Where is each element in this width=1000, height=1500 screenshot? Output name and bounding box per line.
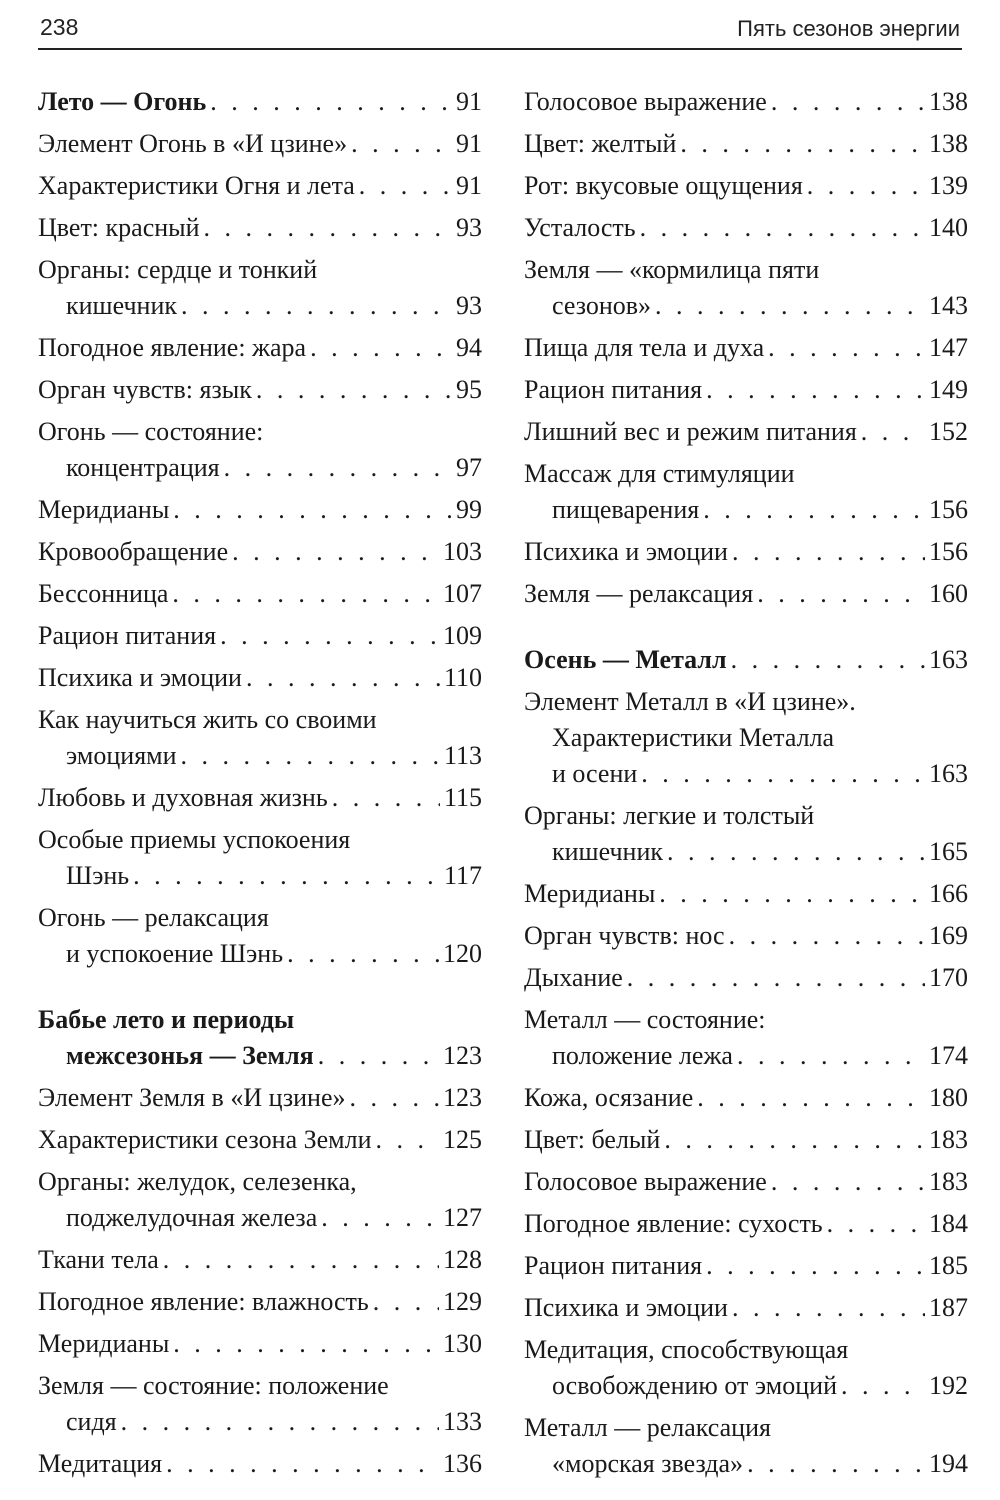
toc-page-number: 143 [929,291,968,320]
toc-entry-text: и успокоение Шэнь [66,939,284,968]
toc-entry-text: Рацион питания [524,375,703,404]
toc-entry [38,492,482,528]
toc-entry-text: кишечник [552,837,663,866]
toc-page-number: 123 [443,1041,482,1070]
toc-entry [524,168,968,204]
toc-page-number: 183 [929,1125,968,1154]
toc-page-number: 185 [929,1251,968,1280]
toc-entry-text: Элемент Земля в «И цзине» [38,1083,346,1112]
toc-entry [524,684,968,792]
toc-entry [524,1332,968,1404]
toc-entry-text: Цвет: красный [38,213,200,242]
toc-page-number: 123 [443,1083,482,1112]
toc-page-number: 93 [456,213,482,242]
toc-entry [524,126,968,162]
toc-page-number: 97 [456,453,482,482]
toc-entry [38,1326,482,1362]
toc-entry [524,960,968,996]
toc-page-number: 103 [443,537,482,566]
toc-entry-text: Шэнь [66,861,130,890]
toc-entry [38,660,482,696]
toc-entry-text: Как научиться жить со своими [38,705,377,734]
toc-column-right [524,84,968,1488]
dot-leader [703,492,925,528]
toc-entry-text: Характеристики Огня и лета [38,171,355,200]
dot-leader [376,1122,439,1158]
toc-entry-text: Огонь — состояние: [38,417,264,446]
toc-entry [38,534,482,570]
toc-entry [524,1002,968,1074]
dot-leader [841,1368,925,1404]
toc-entry [524,576,968,612]
dot-leader [729,918,925,954]
dot-leader [655,288,925,324]
toc-entry [38,1284,482,1320]
toc-entry [524,1248,968,1284]
toc-entry-text: положение лежа [552,1041,733,1070]
toc-entry-text: Цвет: белый [524,1125,661,1154]
toc-entry [524,918,968,954]
toc-entry-text: Органы: сердце и тонкий [38,255,318,284]
toc-entry-text: «морская звезда» [552,1449,744,1478]
toc-entry [524,456,968,528]
dot-leader [771,1164,925,1200]
toc-entry-text: и осени [552,759,638,788]
toc-entry [38,1080,482,1116]
dot-leader [332,780,440,816]
toc-entry-text: Кожа, осязание [524,1083,694,1112]
dot-leader [706,372,925,408]
toc-entry-text: Психика и эмоции [524,537,728,566]
toc-entry-text: Характеристики сезона Земли [38,1125,372,1154]
toc-page-number: 133 [443,1407,482,1436]
dot-leader [359,168,452,204]
toc-entry-text: Усталость [524,213,636,242]
toc-entry-text: Бессонница [38,579,169,608]
toc-page-number: 127 [443,1203,482,1232]
toc-entry [524,1164,968,1200]
toc-page-number: 128 [443,1245,482,1274]
dot-leader [732,1290,925,1326]
toc-entry-text: Меридианы [524,879,656,908]
toc-entry [38,618,482,654]
toc-page-number: 184 [929,1209,968,1238]
toc-entry-text: Психика и эмоции [524,1293,728,1322]
dot-leader [224,450,452,486]
dot-leader [664,1122,925,1158]
dot-leader [807,168,925,204]
dot-leader [697,1080,925,1116]
toc-entry-text: Ткани тела [38,1245,159,1274]
toc-entry-text: Дыхание [524,963,623,992]
toc-page-number: 163 [929,645,968,674]
toc-section-heading [38,84,482,120]
toc-entry-text: Голосовое выражение [524,1167,767,1196]
toc-entry-text: Осень — Металл [524,645,727,674]
toc-entry-text: Лишний вес и режим питания [524,417,857,446]
toc-entry [524,1080,968,1116]
toc-entry [38,780,482,816]
toc-page-number: 136 [443,1449,482,1478]
toc-entry-text: Элемент Огонь в «И цзине» [38,129,348,158]
dot-leader [310,330,452,366]
toc-page-number: 183 [929,1167,968,1196]
dot-leader [181,288,452,324]
toc-page-number: 138 [929,87,968,116]
toc-entry [524,534,968,570]
toc-page-number: 152 [929,417,968,446]
dot-leader [172,576,439,612]
toc-page-number: 187 [929,1293,968,1322]
toc-entry-text: освобождению от эмоций [552,1371,837,1400]
toc-entry [38,414,482,486]
toc-entry-text: Характеристики Металла [552,723,835,752]
toc-entry-text: сезонов» [552,291,652,320]
toc-entry [524,330,968,366]
dot-leader [757,576,925,612]
toc-page-number: 130 [443,1329,482,1358]
toc-entry-text: пищеварения [552,495,700,524]
toc-page-number: 113 [443,741,482,770]
toc-entry [524,1122,968,1158]
toc-page-number: 165 [929,837,968,866]
toc-entry-text: Металл — состояние: [524,1005,766,1034]
dot-leader [771,84,925,120]
toc-entry [38,702,482,774]
toc-entry [38,1446,482,1482]
toc-entry-text: Цвет: желтый [524,129,677,158]
toc-entry-text: Органы: легкие и толстый [524,801,815,830]
toc-entry-text: эмоциями [66,741,177,770]
toc-entry [38,210,482,246]
toc-entry [524,1410,968,1482]
toc-page-number: 169 [929,921,968,950]
toc-entry [38,900,482,972]
toc-entry-text: Орган чувств: язык [38,375,252,404]
toc-entry-text: Особые приемы успокоения [38,825,351,854]
dot-leader [181,738,440,774]
dot-leader [287,936,439,972]
toc-page-number: 170 [929,963,968,992]
running-header [38,6,962,50]
toc-entry-text: Медитация [38,1449,163,1478]
dot-leader [680,126,925,162]
dot-leader [768,330,925,366]
toc-entry-text: Кровообращение [38,537,229,566]
toc-page-number: 110 [443,663,482,692]
toc-page-number: 174 [929,1041,968,1070]
toc-page-number: 163 [929,759,968,788]
toc-page-number: 156 [929,537,968,566]
toc-entry-text: Рацион питания [38,621,217,650]
toc-entry-text: Элемент Металл в «И цзине». [524,687,856,716]
toc-entry [38,1368,482,1440]
dot-leader [861,414,925,450]
toc-entry-text: Медитация, способствующая [524,1335,849,1364]
toc-entry-text: Психика и эмоции [38,663,242,692]
dot-leader [133,858,440,894]
toc-entry-text: Погодное явление: сухость [524,1209,823,1238]
dot-leader [232,534,439,570]
toc-page-number: 160 [929,579,968,608]
dot-leader [256,372,452,408]
toc-entry [38,330,482,366]
dot-leader [747,1446,925,1482]
dot-leader [173,492,452,528]
toc-page-number: 91 [456,87,482,116]
toc-entry [38,1122,482,1158]
toc-entry [38,168,482,204]
toc-entry-text: межсезонья — Земля [66,1041,314,1070]
toc-entry-text: Земля — релаксация [524,579,754,608]
toc-entry [524,252,968,324]
toc-entry-text: Орган чувств: нос [524,921,725,950]
toc-entry-text: концентрация [66,453,220,482]
toc-entry [524,210,968,246]
dot-leader [220,618,439,654]
toc-entry-text: Голосовое выражение [524,87,767,116]
toc-page-number: 166 [929,879,968,908]
toc-entry-text: сидя [66,1407,117,1436]
toc-entry [524,1206,968,1242]
toc-entry [524,414,968,450]
dot-leader [373,1284,439,1320]
toc-page-number: 156 [929,495,968,524]
toc-entry [38,822,482,894]
toc-page-number: 120 [443,939,482,968]
toc-page-number: 139 [929,171,968,200]
toc-entry-text: Меридианы [38,1329,170,1358]
toc-page-number: 125 [443,1125,482,1154]
dot-leader [827,1206,925,1242]
dot-leader [166,1446,439,1482]
dot-leader [732,534,925,570]
toc-page-number: 129 [443,1287,482,1316]
toc-page-number: 99 [456,495,482,524]
toc-page-number: 147 [929,333,968,362]
dot-leader [706,1248,925,1284]
toc-entry-text: Массаж для стимуляции [524,459,795,488]
book-title: Пять сезонов энергии [737,16,960,41]
toc-page-number: 93 [456,291,482,320]
toc-entry-text: Пища для тела и духа [524,333,765,362]
toc-page-number: 91 [456,129,482,158]
toc-page-number: 109 [443,621,482,650]
toc-entry [524,372,968,408]
dot-leader [321,1200,439,1236]
toc-entry-text: Любовь и духовная жизнь [38,783,328,812]
toc-page-number: 95 [456,375,482,404]
toc-entry-text: Меридианы [38,495,170,524]
toc-entry [524,876,968,912]
toc-page-number: 149 [929,375,968,404]
dot-leader [641,756,925,792]
toc-page-number: 117 [443,861,482,890]
toc-entry-text: Рот: вкусовые ощущения [524,171,803,200]
dot-leader [731,642,925,678]
dot-leader [659,876,925,912]
toc-page-number: 138 [929,129,968,158]
toc-entry-text: Органы: желудок, селезенка, [38,1167,357,1196]
toc-entry-text: Земля — состояние: положение [38,1371,389,1400]
toc-page-number: 107 [443,579,482,608]
toc-page-number: 180 [929,1083,968,1112]
page-number: 238 [40,14,79,40]
dot-leader [163,1242,439,1278]
toc-section-heading [38,1002,482,1074]
toc-entry [524,798,968,870]
toc-entry [38,126,482,162]
dot-leader [318,1038,439,1074]
toc-entry-text: Погодное явление: влажность [38,1287,369,1316]
dot-leader [349,1080,439,1116]
dot-leader [246,660,440,696]
toc-entry-text: Лето — Огонь [38,87,207,116]
dot-leader [737,1038,925,1074]
dot-leader [351,126,452,162]
toc-page-number: 192 [929,1371,968,1400]
toc-entry [38,1164,482,1236]
dot-leader [640,210,925,246]
toc-entry [38,372,482,408]
toc-entry-text: поджелудочная железа [66,1203,318,1232]
toc-page-number: 94 [456,333,482,362]
dot-leader [667,834,925,870]
toc-page-number: 115 [443,783,482,812]
toc-entry-text: Земля — «кормилица пяти [524,255,820,284]
dot-leader [204,210,452,246]
dot-leader [173,1326,439,1362]
toc-entry [524,1290,968,1326]
toc-page-number: 91 [456,171,482,200]
toc-entry-text: Металл — релаксация [524,1413,771,1442]
toc-column-left [38,84,482,1488]
toc-entry [38,1242,482,1278]
dot-leader [121,1404,439,1440]
toc-entry-text: Огонь — релаксация [38,903,269,932]
toc-entry [38,576,482,612]
dot-leader [627,960,925,996]
dot-leader [210,84,452,120]
toc-section-heading [524,642,968,678]
toc-entry-text: Рацион питания [524,1251,703,1280]
toc-entry [38,252,482,324]
toc-entry-text: Погодное явление: жара [38,333,307,362]
toc-page-number: 140 [929,213,968,242]
toc-entry [524,84,968,120]
toc-entry-text: Бабье лето и периоды [38,1005,295,1034]
toc-page-number: 194 [929,1449,968,1478]
toc-entry-text: кишечник [66,291,177,320]
